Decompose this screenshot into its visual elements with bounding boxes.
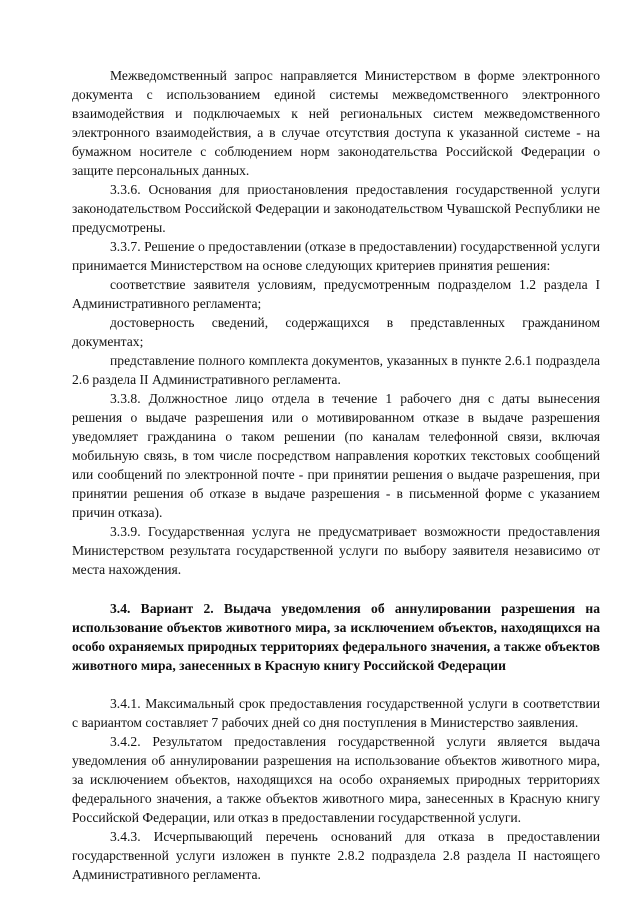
paragraph-3-3-6: 3.3.6. Основания для приостановления предоставления государственной услуги законодательством Российской Федерации и законодательством Чувашской Республики не предусмотрены. [72, 182, 600, 235]
paragraph-interagency-request: Межведомственный запрос направляется Министерством в форме электронного документа с использованием единой системы межведомственного электронного взаимодействия и подключаемых к ней региональных систем межведомственного электронного взаимодействия, а в случае отсутствия доступа к указанной системе - на бумажном носителе с соблюдением норм законодательства Российской Федерации о защите персональных данных. [72, 68, 600, 178]
document-page [72, 66, 600, 884]
criterion-conformity: соответствие заявителя условиям, предусмотренным подразделом 1.2 раздела I Административного регламента; [72, 277, 600, 311]
paragraph-3-3-9: 3.3.9. Государственная услуга не предусматривает возможности предоставления Министерством результата государственной услуги по выбору заявителя независимо от места нахождения. [72, 524, 600, 577]
criterion-reliability: достоверность сведений, содержащихся в представленных гражданином документах; [72, 315, 600, 349]
criterion-completeness: представление полного комплекта документов, указанных в пункте 2.6.1 подраздела 2.6 раздела II Административного регламента. [72, 353, 600, 387]
paragraph-3-3-7: 3.3.7. Решение о предоставлении (отказе в предоставлении) государственной услуги принимается Министерством на основе следующих критериев принятия решения: [72, 239, 600, 273]
paragraph-3-3-8: 3.3.8. Должностное лицо отдела в течение 1 рабочего дня с даты вынесения решения о выдаче разрешения или о мотивированном отказе в выдаче разрешения уведомляет гражданина о таком решении (по каналам телефонной связи, включая мобильную связь, в том числе посредством направления коротких текстовых сообщений или сообщений по электронной почте - при принятии решения о выдаче разрешения, при принятии решения об отказе в выдаче разрешения - в письменной форме с указанием причин отказа). [72, 391, 600, 520]
paragraph-3-4-2: 3.4.2. Результатом предоставления государственной услуги является выдача уведомления об аннулировании разрешения на использование объектов животного мира, за исключением объектов, находящихся на особо охраняемых природных территориях федерального значения, а также объектов животного мира, занесенных в Красную книгу Российской Федерации, или отказ в предоставлении государственной услуги. [72, 734, 600, 825]
paragraph-3-4-3: 3.4.3. Исчерпывающий перечень оснований для отказа в предоставлении государственной услуги изложен в пункте 2.8.2 подраздела 2.8 раздела II настоящего Административного регламента. [72, 829, 600, 882]
paragraph-3-4-1: 3.4.1. Максимальный срок предоставления государственной услуги в соответствии с вариантом составляет 7 рабочих дней со дня поступления в Министерство заявления. [72, 696, 600, 730]
section-heading-3-4: 3.4. Вариант 2. Выдача уведомления об аннулировании разрешения на использование объектов животного мира, за исключением объектов, находящихся на особо охраняемых природных территориях федерального значения, а также объектов животного мира, занесенных в Красную книгу Российской Федерации [72, 601, 600, 673]
